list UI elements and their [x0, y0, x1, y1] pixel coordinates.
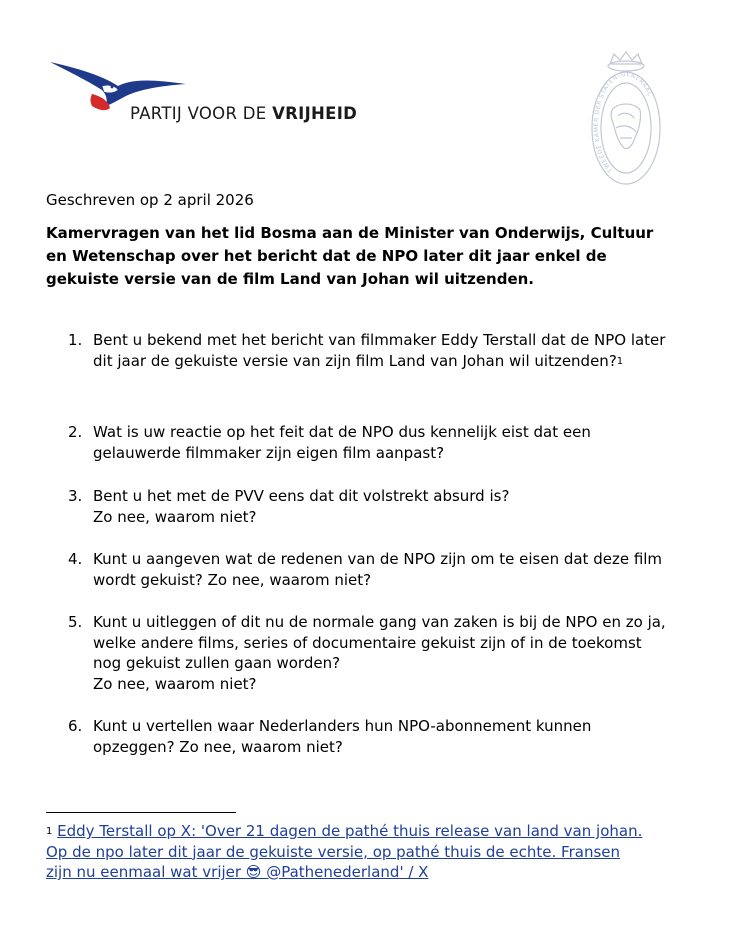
footnote-marker: 1: [46, 826, 53, 837]
question-number: 4.: [68, 550, 83, 568]
question-text: Kunt u aangeven wat de redenen van de NPO zijn om te eisen dat deze film wordt gekuist? Zo nee, waarom niet?: [93, 550, 663, 589]
question-number: 1.: [68, 331, 83, 349]
party-name: PARTIJ VOOR DE VRIJHEID: [130, 104, 358, 123]
footnote-ref[interactable]: 1: [616, 355, 624, 367]
question-text: Kunt u uitleggen of dit nu de normale gang van zaken is bij de NPO en zo ja, welke andere films, series of documentaire gekuist zijn of in de toekomst nog gekuist zullen gaan worden? Zo nee, waarom niet?: [93, 613, 666, 693]
question-text: Wat is uw reactie op het feit dat de NPO dus kennelijk eist dat een gelauwerde filmmaker zijn eigen film aanpast?: [93, 423, 591, 462]
question-number: 6.: [68, 717, 83, 735]
footnote: [46, 821, 646, 883]
question-number: 5.: [68, 613, 83, 631]
question-number: 2.: [68, 423, 83, 441]
footnote-link[interactable]: Eddy Terstall op X: 'Over 21 dagen de pathé thuis release van land van johan. Op de npo later dit jaar de gekuiste versie, op pathé thuis de echte. Fransen zijn nu eenmaal wat vrijer 😎 @Pathenederland' / X: [46, 822, 643, 881]
seal-text: TWEEDE KAMER DER STATEN-GENERAAL: [593, 70, 654, 174]
question-text: Bent u het met de PVV eens dat dit volstrekt absurd is? Zo nee, waarom niet?: [93, 487, 510, 526]
document-title: Kamervragen van het lid Bosma aan de Minister van Onderwijs, Cultuur en Wetenschap over het bericht dat de NPO later dit jaar enkel de gekuiste versie van de film Land van Johan wil uitzenden.: [46, 224, 654, 288]
tweede-kamer-seal: [588, 50, 664, 186]
pvv-logo: [46, 56, 366, 136]
question-text: Kunt u vertellen waar Nederlanders hun NPO-abonnement kunnen opzeggen? Zo nee, waarom niet?: [93, 717, 592, 756]
question-text: Bent u bekend met het bericht van filmmaker Eddy Terstall dat de NPO later dit jaar de gekuiste versie van zijn film Land van Johan wil uitzenden?$^1$: [93, 331, 666, 370]
date-line: Geschreven op 2 april 2026: [46, 191, 254, 209]
question-number: 3.: [68, 487, 83, 505]
footnote-divider: [46, 812, 236, 813]
